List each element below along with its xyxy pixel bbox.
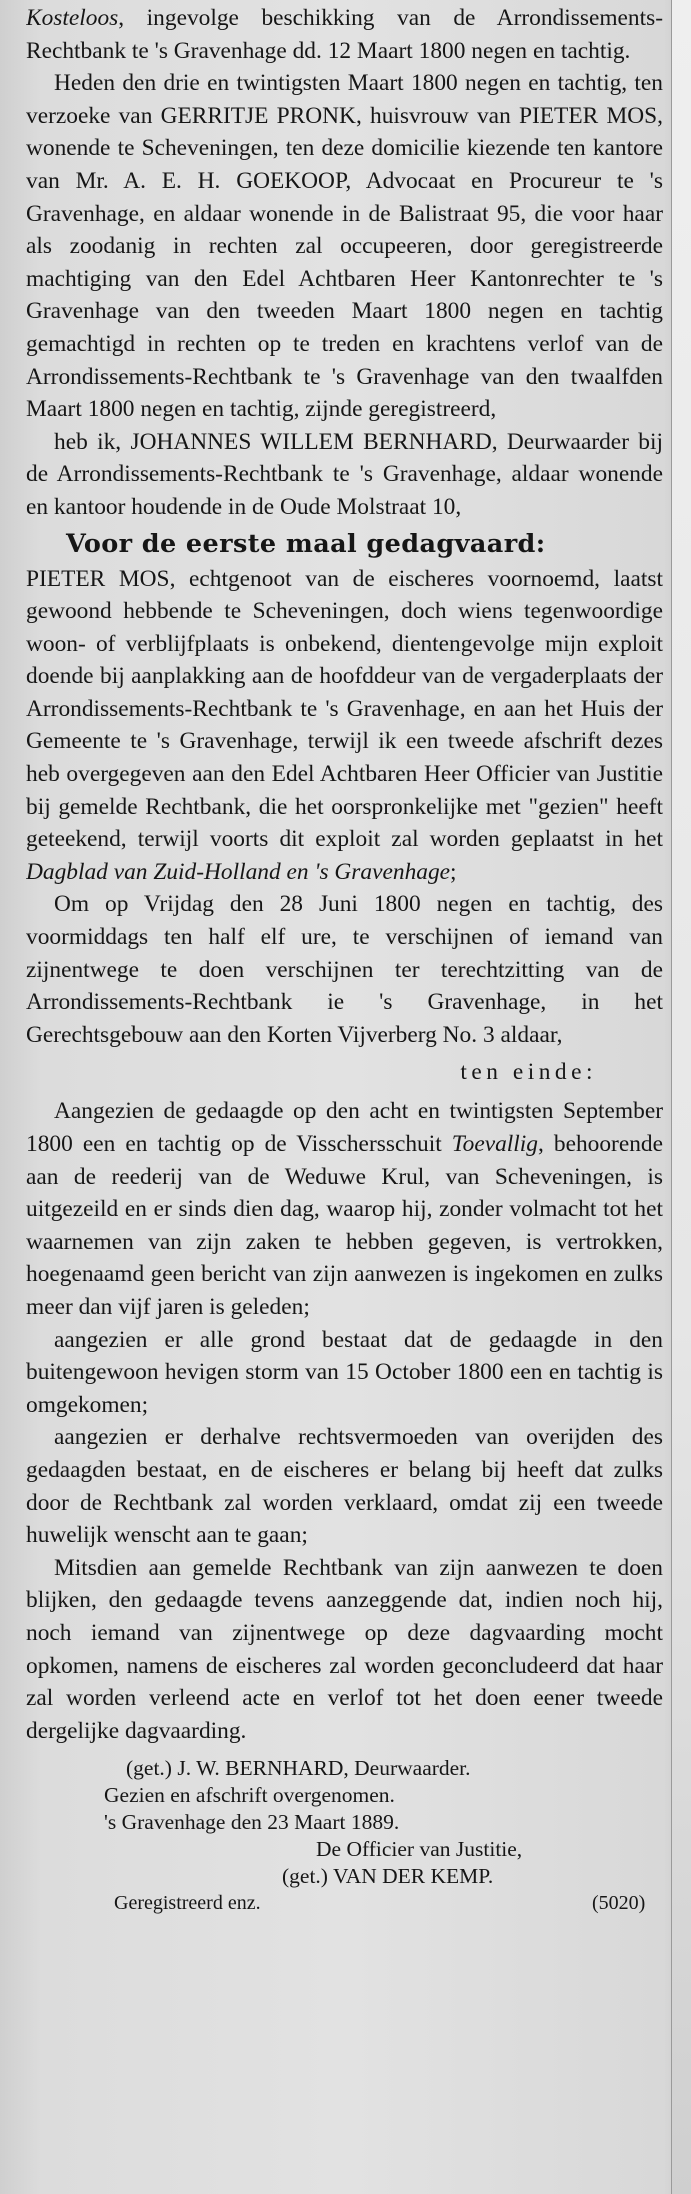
officer-title-line: De Officier van Justitie, [316, 1837, 523, 1862]
paragraph-aangezien-2: aangezien er alle grond bestaat dat de gedaagde in den buitengewoon hevigen storm van 15 October 1800 een en tachtig is omgekomen; [26, 1326, 663, 1418]
paragraph-heb-ik: heb ik, JOHANNES WILLEM BERNHARD, Deurwaarder bij de Arrondissements-Rechtbank te 's Gravenhage, aldaar wonende en kantoor houdende in de Oude Molstraat 10, [26, 428, 663, 520]
summons-heading: Voor de eerste maal gedagvaard: [66, 528, 546, 559]
paragraph-pieter-mos [26, 563, 663, 889]
p4-before: PIETER MOS, echtgenoot van de eischeres voornoemd, laatst gewoond hebbende te Scheveningen, doch wiens tegenwoordige woon- of verblijfplaats is onbekend, dientengevolge mijn exploit doende bij aanplakking aan de hoofddeur van de vergaderplaats der Arrondissements-Rechtbank te 's Gravenhage, en aan het Huis der Gemeente te 's Gravenhage, terwijl ik een tweede afschrift dezes heb overgegeven aan den Edel Achtbaren Heer Officier van Justitie bij gemelde Rechtbank, die het oorspronkelijke met "gezien" heeft geteekend, terwijl voorts dit exploit zal worden geplaatst in het [26, 565, 663, 853]
lead-word: Kosteloos [26, 5, 119, 31]
paragraph-aangezien-1 [26, 1095, 663, 1323]
adjacent-column-strip [671, 0, 691, 2194]
ten-einde-line: ten einde: [460, 1059, 597, 1086]
signature-officer: (get.) VAN DER KEMP. [282, 1864, 494, 1889]
paragraph-aangezien-3: aangezien er derhalve rechtsvermoeden van overijden des gedaagden bestaat, en de eischeres er belang bij heeft dat zulks door de Rechtbank zal worden verklaard, omdat zij een tweede huwelijk wenscht aan te gaan; [26, 1424, 663, 1549]
ship-name: Toevallig [451, 1131, 538, 1157]
signature-bailiff: (get.) J. W. BERNHARD, Deurwaarder. [126, 1756, 471, 1781]
paragraph-heden: Heden den drie en twintigsten Maart 1800 negen en tachtig, ten verzoeke van GERRITJE PRONK, huisvrouw van PIETER MOS, wonende te Scheveningen, ten deze domicilie kiezende ten kantore van Mr. A. E. H. GOEKOOP, Advocaat en Procureur te 's Gravenhage, en aldaar wonende in de Balistraat 95, die voor haar als zoodanig in rechten zal occupeeren, door geregistreerde machtiging van den Edel Achtbaren Heer Kantonrechter te 's Gravenhage van den tweeden Maart 1800 negen en tachtig gemachtigd in rechten op te treden en krachtens verlof van de Arrondissements-Rechtbank te 's Gravenhage van den twaalfden Maart 1800 negen en tachtig, zijnde geregistreerd, [26, 70, 663, 423]
notice-column [26, 2, 663, 2192]
paragraph-mitsdien: Mitsdien aan gemelde Rechtbank van zijn aanwezen te doen blijken, den gedaagde tevens aanzeggende dat, indien noch hij, noch iemand van zijnentwege op deze dagvaarding mocht opkomen, namens de eischeres zal worden geconcludeerd dat haar zal worden verleend acte en verlof tot het doen eener tweede dergelijke dagvaarding. [26, 1554, 663, 1744]
paragraph-om-op-vrijdag: Om op Vrijdag den 28 Juni 1800 negen en tachtig, des voormiddags ten half elf ure, te verschijnen of iemand van zijnentwege te doen verschijnen ter terechtzitting van de Arrondissements-Rechtbank ie 's Gravenhage, in het Gerechtsgebouw aan den Korten Vijverberg No. 3 aldaar, [26, 891, 663, 1048]
p4-after: ; [450, 858, 457, 885]
newspaper-name: Dagblad van Zuid-Holland en 's Gravenhage [26, 858, 451, 885]
registered-note: Geregistreerd enz. [114, 1892, 261, 1915]
advertisement-number: (5020) [592, 1892, 646, 1915]
lead-rest: , ingevolge beschikking van de Arrondissements-Rechtbank te 's Gravenhage dd. 12 Maart 1800 negen en tachtig. [26, 5, 663, 64]
p6-before: Aangezien de gedaagde op den acht en twintigsten September 1800 een en tachtig op de Visschersschuit [26, 1098, 663, 1157]
p6-after: , behoorende aan de reederij van de Weduwe Krul, van Scheveningen, is uitgezeild en er sinds dien dag, waarop hij, zonder volmacht tot het waarnemen van zijn zaken te hebben gegeven, is vertrokken, hoegenaamd geen bericht van zijn aanwezen is ingekomen en zulks meer dan vijf jaren is geleden; [26, 1131, 663, 1320]
place-date-line: 's Gravenhage den 23 Maart 1889. [104, 1810, 400, 1835]
seen-and-copied-line: Gezien en afschrift overgenomen. [104, 1783, 395, 1808]
footer-line [26, 1892, 663, 1922]
paragraph-kosteloos [26, 2, 663, 67]
